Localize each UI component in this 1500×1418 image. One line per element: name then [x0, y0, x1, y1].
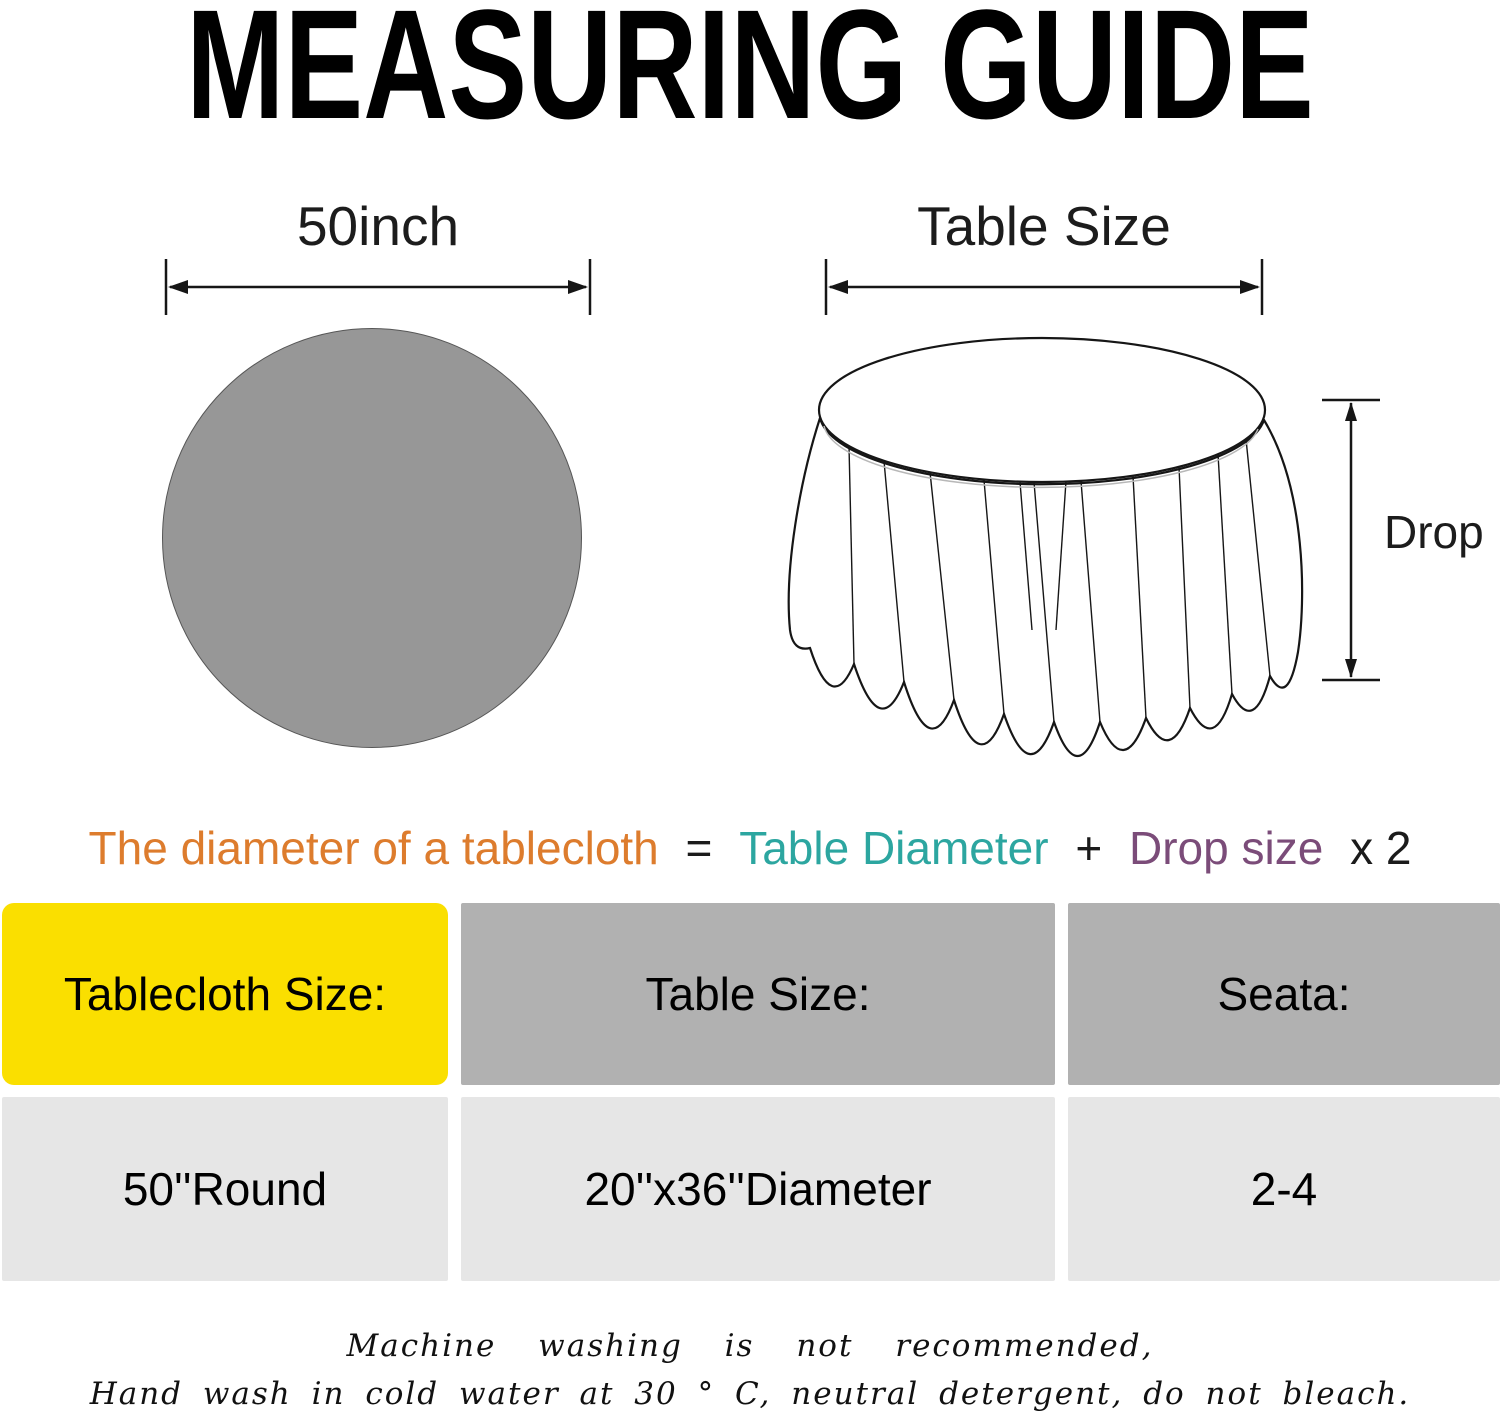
- value-table-size: 20''x36''Diameter: [461, 1097, 1055, 1281]
- table-size-label: Table Size: [917, 195, 1171, 257]
- size-table: [2, 903, 1500, 1281]
- formula-lhs: The diameter of a tablecloth: [88, 822, 659, 874]
- formula-drop-size: Drop size: [1129, 822, 1324, 874]
- horizontal-measure-arrow-icon: [820, 255, 1268, 319]
- horizontal-measure-arrow-icon: [160, 255, 596, 319]
- value-tablecloth-size: 50''Round: [2, 1097, 448, 1281]
- diameter-formula: [0, 822, 1500, 874]
- tablecloth-circle: [162, 328, 582, 748]
- care-note-line1: Machine washing is not recommended,: [346, 1328, 1154, 1364]
- formula-times-two: x 2: [1350, 822, 1412, 874]
- vertical-drop-arrow-icon: [1318, 390, 1384, 690]
- formula-plus: +: [1075, 822, 1103, 874]
- header-table-size: Table Size:: [461, 903, 1055, 1085]
- page-title: MEASURING GUIDE: [186, 0, 1314, 153]
- header-seats: Seata:: [1068, 903, 1500, 1085]
- draped-table-illustration: [780, 330, 1320, 780]
- formula-equals: =: [685, 822, 713, 874]
- drop-label: Drop: [1384, 506, 1484, 558]
- formula-table-diameter: Table Diameter: [739, 822, 1049, 874]
- value-seats: 2-4: [1068, 1097, 1500, 1281]
- care-note-line2: Hand wash in cold water at 30 ° C, neutral detergent, do not bleach.: [89, 1376, 1411, 1412]
- header-tablecloth-size: Tablecloth Size:: [2, 903, 448, 1085]
- tablecloth-diameter-label: 50inch: [296, 195, 460, 257]
